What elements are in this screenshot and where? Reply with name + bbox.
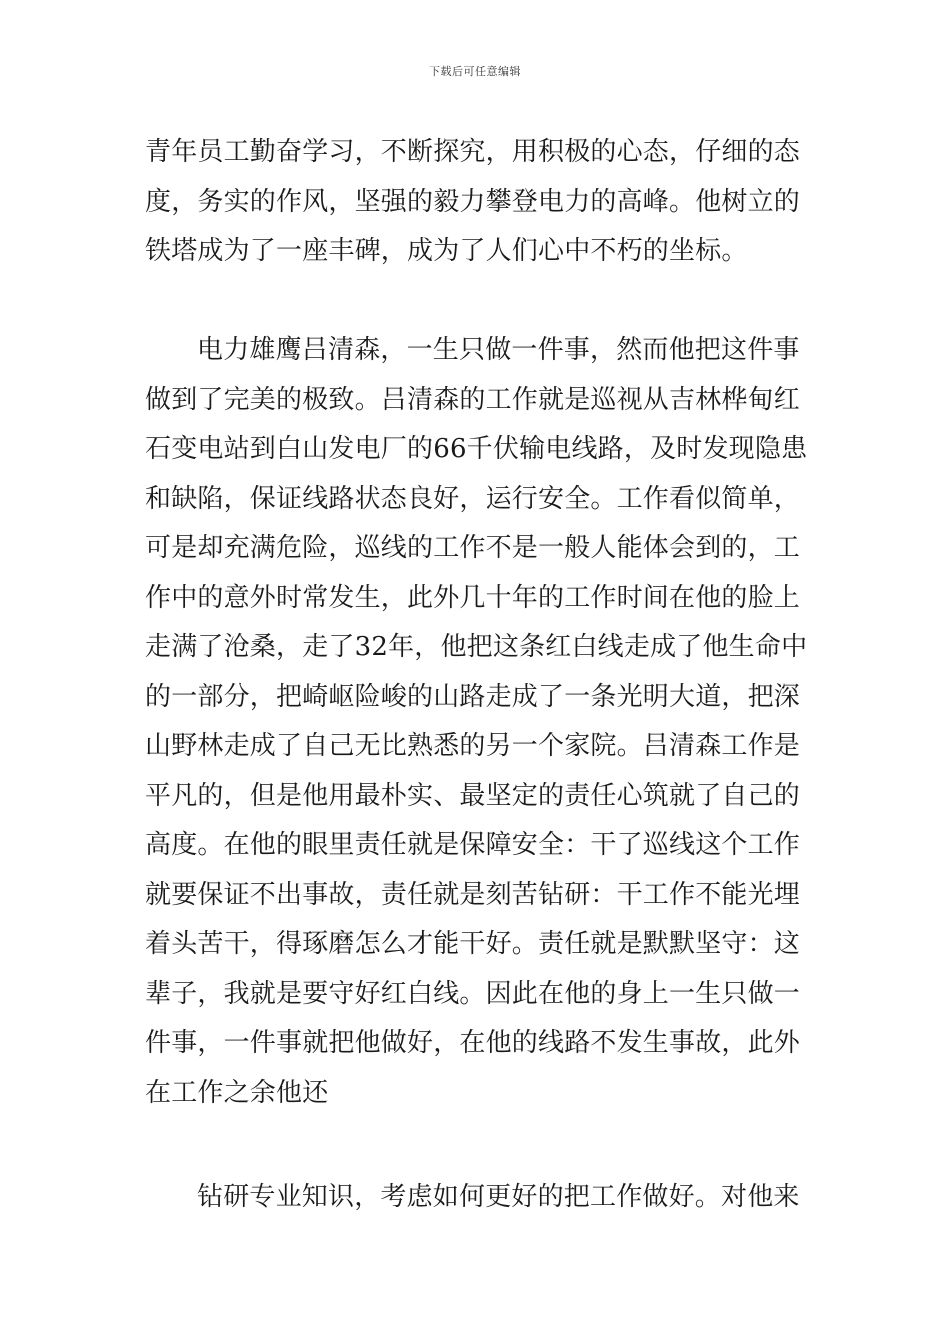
paragraph-line: 电力雄鹰吕清森，一生只做一件事，然而他把这件事 [197, 335, 800, 365]
paragraph-line: 可是却充满危险，巡线的工作不是一般人能体会到的，工 [145, 533, 801, 563]
paragraph-line: 作中的意外时常发生，此外几十年的工作时间在他的脸上 [145, 582, 801, 613]
paragraph-line: 平凡的，但是他用最朴实、最坚定的责任心筑就了自己的 [145, 780, 801, 811]
paragraph-line: 就要保证不出事故，责任就是刻苦钻研：干工作不能光埋 [145, 879, 801, 910]
paragraph-line: 和缺陷，保证线路状态良好，运行安全。工作看似简单， [145, 483, 801, 514]
paragraph-line: 着头苦干，得琢磨怎么才能干好。责任就是默默坚守：这 [145, 929, 801, 959]
paragraph-line: 辈子，我就是要守好红白线。因此在他的身上一生只做一 [145, 978, 801, 1009]
paragraph-line: 件事，一件事就把他做好，在他的线路不发生事故，此外 [145, 1028, 801, 1058]
paragraph-line: 石变电站到白山发电厂的66千伏输电线路，及时发现隐患 [145, 434, 808, 464]
paragraph-1 [145, 128, 807, 277]
paragraph-3 [145, 1173, 807, 1223]
paragraph-line: 的一部分，把崎岖险峻的山路走成了一条光明大道，把深 [145, 681, 801, 712]
paragraph-line: 青年员工勤奋学习，不断探究，用积极的心态，仔细的态 [145, 137, 801, 167]
paragraph-line: 钻研专业知识，考虑如何更好的把工作做好。对他来 [197, 1182, 800, 1212]
paragraph-2 [145, 326, 807, 1118]
paragraph-line: 做到了完美的极致。吕清森的工作就是巡视从吉林桦甸红 [145, 384, 801, 415]
paragraph-line: 走满了沧桑，走了32年，他把这条红白线走成了他生命中 [145, 632, 808, 662]
paragraph-line: 度，务实的作风，坚强的毅力攀登电力的高峰。他树立的 [145, 186, 801, 217]
paragraph-line: 高度。在他的眼里责任就是保障安全：干了巡线这个工作 [145, 830, 801, 860]
paragraph-line: 在工作之余他还 [145, 1077, 329, 1108]
page-header: 下载后可任意编辑 [429, 65, 521, 78]
paragraph-line: 铁塔成为了一座丰碑，成为了人们心中不朽的坐标。 [145, 236, 748, 266]
paragraph-line: 山野林走成了自己无比熟悉的另一个家院。吕清森工作是 [145, 731, 801, 761]
